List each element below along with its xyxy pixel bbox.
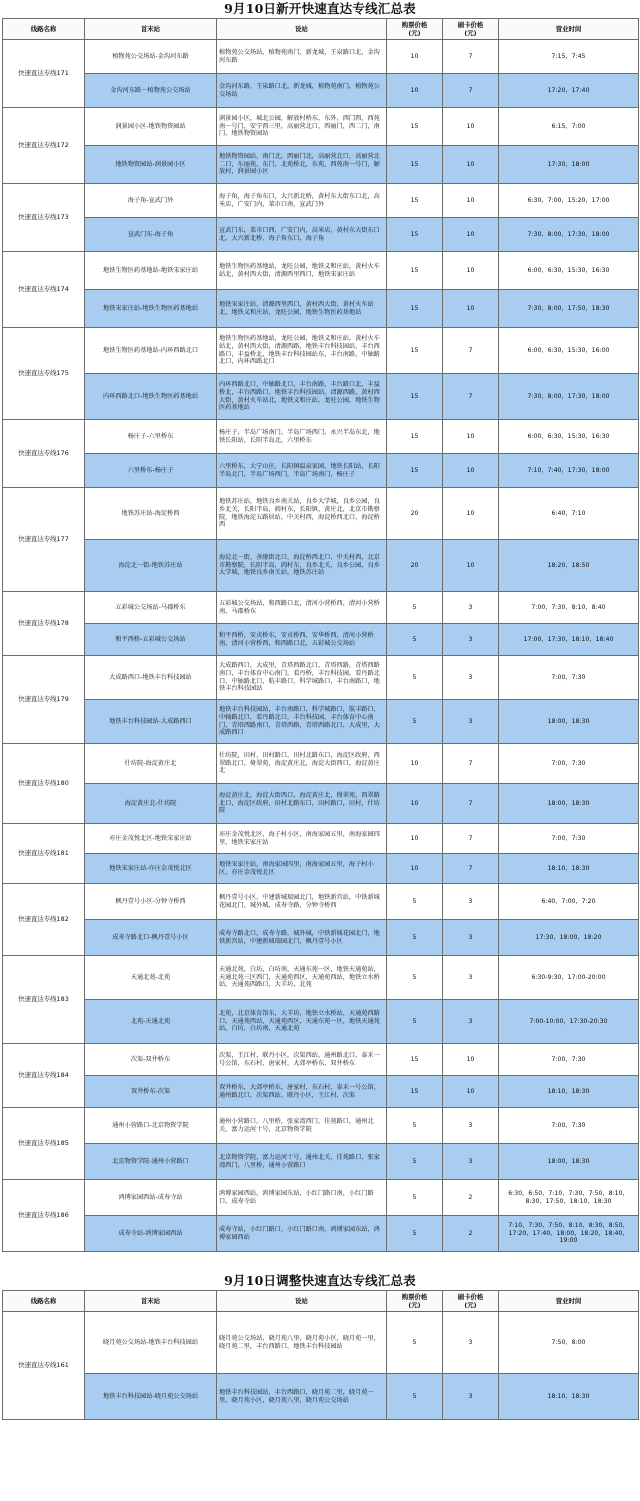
card-price-cell: 10 — [443, 108, 499, 146]
terminals-cell: 成寿寺站-鸿博家园西站 — [85, 1216, 217, 1252]
hours-cell: 18:00，18:30 — [499, 700, 639, 744]
terminals-cell: 天通北苑-北苑 — [85, 956, 217, 1000]
new-lines-table — [2, 18, 639, 1252]
card-price-cell: 3 — [443, 920, 499, 956]
card-price-cell: 3 — [443, 592, 499, 624]
header-stops: 设站 — [217, 19, 387, 40]
ticket-price-cell: 15 — [387, 420, 443, 454]
card-price-cell: 10 — [443, 1044, 499, 1076]
table-row — [3, 956, 639, 1000]
card-price-cell: 10 — [443, 218, 499, 252]
line-name: 快速直达专线172 — [3, 108, 85, 184]
table-row — [3, 744, 639, 784]
ticket-price-cell: 5 — [387, 1144, 443, 1180]
stops-cell: 宣武门东，菜市口西，广安门内，高米店，黄村东大街东口北，大兴新北桥，海子角东口，海子角 — [217, 218, 387, 252]
table-row — [3, 1374, 639, 1420]
line-name: 快速直达专线173 — [3, 184, 85, 252]
ticket-price-cell: 15 — [387, 252, 443, 290]
header-hours: 营业时间 — [499, 1291, 639, 1312]
card-price-cell: 3 — [443, 700, 499, 744]
stops-cell: 和平西桥，安贞桥东，安贞桥西，安华桥西，清河小营桥南，清河小营桥西，和西路口北，五彩城公交场站 — [217, 624, 387, 656]
table-row — [3, 592, 639, 624]
ticket-price-cell: 5 — [387, 1216, 443, 1252]
terminals-cell: 五彩城公交场站-马郡桥东 — [85, 592, 217, 624]
hours-cell: 18:20，18:50 — [499, 540, 639, 592]
stops-cell: 海淀北一街，善缘街北口，海淀桥西北口，中关村西，北京市勘察院，长阳半岛，阎村东，良乡北关，良乡公园，良乡大学城，地铁良乡南关站，地铁苏庄站 — [217, 540, 387, 592]
card-price-cell: 7 — [443, 744, 499, 784]
stops-cell: 地铁苏庄站，地铁良乡南关站，良乡大学城，良乡公园，良乡北关，长阳半岛，阎村东，长阳镇，黄庄北，北京市勘察院，地铁海淀五路居站，中关村西，海淀桥西北口，海淀桥西 — [217, 488, 387, 540]
adjusted-lines-table — [2, 1290, 639, 1420]
ticket-price-cell: 10 — [387, 824, 443, 854]
title-adjusted-lines: 9月10日调整快速直达专线汇总表 — [224, 1273, 416, 1288]
ticket-price-cell: 5 — [387, 956, 443, 1000]
card-price-cell: 7 — [443, 824, 499, 854]
terminals-cell: 晓月苑公交场站-地铁丰台科技园站 — [85, 1312, 217, 1374]
line-name: 快速直达专线177 — [3, 488, 85, 592]
line-name: 快速直达专线184 — [3, 1044, 85, 1108]
ticket-price-cell: 15 — [387, 108, 443, 146]
terminals-cell: 和平西桥-五彩城公交场站 — [85, 624, 217, 656]
terminals-cell: 什坊院-海淀黄庄北 — [85, 744, 217, 784]
line-name: 快速直达专线178 — [3, 592, 85, 656]
hours-cell: 17:30，18:00，18:20 — [499, 920, 639, 956]
table-row — [3, 824, 639, 854]
hours-cell: 7:00，7:30 — [499, 1108, 639, 1144]
terminals-cell: 海淀黄庄北-什坊院 — [85, 784, 217, 824]
table-row — [3, 374, 639, 420]
table-row — [3, 1216, 639, 1252]
card-price-cell: 7 — [443, 40, 499, 74]
table-row — [3, 1000, 639, 1044]
line-name: 快速直达专线176 — [3, 420, 85, 488]
stops-cell: 地铁丰台科技园站，丰台南路口，科学城路口，航丰路口，中轴路北口，看丹路北口，丰台科技园，丰台体育中心南门，青塔西路南口，青塔西路，青塔西路北口，大成里，大成路西口 — [217, 700, 387, 744]
table-row — [3, 108, 639, 146]
card-price-cell: 3 — [443, 1000, 499, 1044]
stops-cell: 成寿寺站，小红门路口，小红门路口南，鸿博家园东站，鸿博家园西站 — [217, 1216, 387, 1252]
header-terminals: 首末站 — [85, 19, 217, 40]
card-price-cell: 3 — [443, 884, 499, 920]
terminals-cell: 鸿博家园西站-成寿寺站 — [85, 1180, 217, 1216]
line-name: 快速直达专线175 — [3, 328, 85, 420]
stops-cell: 北苑，北京体育馆东，大羊坊，地铁立水桥站，天通苑西路口，天通苑西站，天通苑西区，天通东苑一区，地铁天通苑站，白坊，白坊南，天通北苑 — [217, 1000, 387, 1044]
ticket-price-cell: 5 — [387, 700, 443, 744]
table-row — [3, 420, 639, 454]
table-row — [3, 784, 639, 824]
stops-cell: 五彩城公交场站，和西路口北，清河小营桥西，清河小营桥南，马郡桥东 — [217, 592, 387, 624]
card-price-cell: 10 — [443, 540, 499, 592]
stops-cell: 地铁生物医药基地站，龙旺公园，地铁义和庄站，黄村火车站北，黄村西大街，清源西路，地铁丰台科技园站，丰台西路口，丰益桥北，地铁丰台科技园站东，丰台南路，中轴路北口，内环西路北口 — [217, 328, 387, 374]
stops-cell: 天通北苑，白坊，白坊南，天通东苑一区，地铁天通苑站，天通北苑三区西门，天通苑西区，天通苑西站，地铁立水桥站，天通苑西路口，大羊坊，北苑 — [217, 956, 387, 1000]
line-name: 快速直达专线183 — [3, 956, 85, 1044]
ticket-price-cell: 15 — [387, 184, 443, 218]
table-row — [3, 328, 639, 374]
terminals-cell: 亦庄金茂悦北区-地铁宋家庄站 — [85, 824, 217, 854]
hours-cell: 7:30，8:00，17:50，18:30 — [499, 290, 639, 328]
stops-cell: 杨庄子，半岛广场南门，半岛广场西门，永兴半岛东北，地铁长阳站，长阳半岛北，六里桥东 — [217, 420, 387, 454]
hours-cell: 17:30，18:00 — [499, 146, 639, 184]
ticket-price-cell: 10 — [387, 74, 443, 108]
ticket-price-cell: 15 — [387, 290, 443, 328]
card-price-cell: 7 — [443, 784, 499, 824]
table-row — [3, 218, 639, 252]
header-ticket-price: 购票价格 (元) — [387, 1291, 443, 1312]
card-price-cell: 3 — [443, 624, 499, 656]
table-row — [3, 252, 639, 290]
terminals-cell: 宣武门东-海子角 — [85, 218, 217, 252]
header-line-name: 线路名称 — [3, 19, 85, 40]
terminals-cell: 海淀北一街-地铁苏庄站 — [85, 540, 217, 592]
new-lines-header — [3, 19, 639, 40]
hours-cell: 6:00，6:30，15:30，16:30 — [499, 420, 639, 454]
ticket-price-cell: 20 — [387, 540, 443, 592]
terminals-cell: 北京物资学院-通州小营路口 — [85, 1144, 217, 1180]
hours-cell: 17:20，17:40 — [499, 74, 639, 108]
hours-cell: 18:00，18:30 — [499, 784, 639, 824]
table-row — [3, 1180, 639, 1216]
terminals-cell: 内环西路北口-地铁生物医药基地站 — [85, 374, 217, 420]
ticket-price-cell: 20 — [387, 488, 443, 540]
card-price-cell: 2 — [443, 1216, 499, 1252]
hours-cell: 6:00，6:30，15:30，16:30 — [499, 252, 639, 290]
stops-cell: 六里桥东，大宁山庄，长阳镇温泉家园，地铁长阳站，长阳半岛北门，半岛广场西门，半岛广场南门，杨庄子 — [217, 454, 387, 488]
line-name: 快速直达专线161 — [3, 1312, 85, 1420]
terminals-cell: 地铁生物医药基地站-地铁宋家庄站 — [85, 252, 217, 290]
hours-cell: 7:15，7:45 — [499, 40, 639, 74]
stops-cell: 地铁丰台科技园站，丰台西路口，晓月苑二里，晓月苑一里，晓月苑小区，晓月苑八里，晓月苑公交场站 — [217, 1374, 387, 1420]
card-price-cell: 3 — [443, 1108, 499, 1144]
card-price-cell: 7 — [443, 328, 499, 374]
stops-cell: 地铁物资园站，南门北，西丽门北，高丽营北口，高丽营北二口，东丽苑，东门，北苑桥北，东苑，西苑南一号门，解放村，润景园小区 — [217, 146, 387, 184]
stops-cell: 大成路西口，大成里，青塔西路北口，青塔西路，青塔西路南口，丰台体育中心南门，看丹桥，丰台科技园，看丹路北口，中轴路北口，航丰路口，科学城路口，丰台南路口，地铁丰台科技园站 — [217, 656, 387, 700]
ticket-price-cell: 5 — [387, 1180, 443, 1216]
table-row — [3, 920, 639, 956]
table-row — [3, 656, 639, 700]
header-hours: 营业时间 — [499, 19, 639, 40]
hours-cell: 6:40，7:00，7:20 — [499, 884, 639, 920]
table-row — [3, 624, 639, 656]
stops-cell: 海子角，海子角东口，大兴新北桥，黄村东大街东口北，高米店，广安门内，菜市口南，宣武门外 — [217, 184, 387, 218]
stops-cell: 什坊院，田村，田村路口，田村北路东口，海淀区政府，西翠路北口，倚翠苑，海淀黄庄北，海淀大街西口，海淀黄庄北 — [217, 744, 387, 784]
terminals-cell: 地铁苏庄站-海淀桥西 — [85, 488, 217, 540]
line-name: 快速直达专线179 — [3, 656, 85, 744]
ticket-price-cell: 10 — [387, 784, 443, 824]
table-row — [3, 488, 639, 540]
table-row — [3, 40, 639, 74]
header-card-price: 刷卡价格 (元) — [443, 1291, 499, 1312]
terminals-cell: 润景园小区-地铁物资园站 — [85, 108, 217, 146]
table-row — [3, 1144, 639, 1180]
card-price-cell: 10 — [443, 146, 499, 184]
adjusted-lines-header — [3, 1291, 639, 1312]
new-lines-body — [3, 40, 639, 1252]
table-row — [3, 454, 639, 488]
terminals-cell: 北苑-天通北苑 — [85, 1000, 217, 1044]
terminals-cell: 地铁宋家庄站-亦庄金茂悦北区 — [85, 854, 217, 884]
ticket-price-cell: 15 — [387, 454, 443, 488]
stops-cell: 植物苑公交场站，植物苑南门，新龙城，王泉路口北，金沟河东路 — [217, 40, 387, 74]
terminals-cell: 地铁生物医药基地站-内环西路北口 — [85, 328, 217, 374]
table-row — [3, 884, 639, 920]
card-price-cell: 10 — [443, 1076, 499, 1108]
terminals-cell: 植物苑公交场站-金沟河东路 — [85, 40, 217, 74]
ticket-price-cell: 15 — [387, 146, 443, 184]
header-line-name: 线路名称 — [3, 1291, 85, 1312]
hours-cell: 7:00，7:30，8:10，8:40 — [499, 592, 639, 624]
stops-cell: 内环西路北口，中轴路北口，丰台南路，丰台路口北，丰益桥北，丰台西路口，地铁丰台科技园站，清源西路，黄村西大街，黄村火车站北，地铁义和庄站，龙旺公园，地铁生物医药基地站 — [217, 374, 387, 420]
card-price-cell: 10 — [443, 252, 499, 290]
terminals-cell: 海子角-宣武门外 — [85, 184, 217, 218]
ticket-price-cell: 5 — [387, 592, 443, 624]
ticket-price-cell: 10 — [387, 744, 443, 784]
hours-cell: 7:00，7:30 — [499, 656, 639, 700]
card-price-cell: 7 — [443, 854, 499, 884]
terminals-cell: 地铁宋家庄站-地铁生物医药基地站 — [85, 290, 217, 328]
ticket-price-cell: 5 — [387, 1000, 443, 1044]
ticket-price-cell: 5 — [387, 656, 443, 700]
ticket-price-cell: 15 — [387, 1076, 443, 1108]
table-row — [3, 184, 639, 218]
hours-cell: 7:00，7:30 — [499, 824, 639, 854]
card-price-cell: 3 — [443, 956, 499, 1000]
table-row — [3, 146, 639, 184]
table-row — [3, 1312, 639, 1374]
table-row — [3, 290, 639, 328]
table-row — [3, 1108, 639, 1144]
line-name: 快速直达专线174 — [3, 252, 85, 328]
stops-cell: 鸿博家园西站，鸿博家园东站，小红门路口南，小红门路口，成寿寺站 — [217, 1180, 387, 1216]
line-name: 快速直达专线186 — [3, 1180, 85, 1252]
hours-cell: 17:00，17:30，18:10，18:40 — [499, 624, 639, 656]
stops-cell: 亦庄金茂悦北区，海子村小区，南海家园五里，南海家园四里，地铁宋家庄站 — [217, 824, 387, 854]
card-price-cell: 10 — [443, 290, 499, 328]
table-row — [3, 1076, 639, 1108]
stops-cell: 润景园小区，城北公园，解放村桥东，东外，西门西，西苑南一号门，安宁西三里，高丽营北口，西丽门，西二门，南门，地铁物资园站 — [217, 108, 387, 146]
terminals-cell: 通州小营路口-北京物资学院 — [85, 1108, 217, 1144]
card-price-cell: 3 — [443, 1312, 499, 1374]
ticket-price-cell: 15 — [387, 374, 443, 420]
terminals-cell: 成寿寺路北口-枫丹壹号小区 — [85, 920, 217, 956]
terminals-cell: 双井桥东-次渠 — [85, 1076, 217, 1108]
ticket-price-cell: 10 — [387, 40, 443, 74]
hours-cell: 7:50，8:00 — [499, 1312, 639, 1374]
ticket-price-cell: 5 — [387, 1374, 443, 1420]
card-price-cell: 10 — [443, 420, 499, 454]
stops-cell: 双井桥东，大郊亭桥东，唐家村，东石村，泰禾一号公馆，通州路北口，次渠西站，联丹小区，王江村，次渠 — [217, 1076, 387, 1108]
adjusted-lines-body — [3, 1312, 639, 1420]
ticket-price-cell: 5 — [387, 884, 443, 920]
table-row — [3, 1044, 639, 1076]
ticket-price-cell: 10 — [387, 854, 443, 884]
stops-cell: 地铁宋家庄站，清源西里西口，黄村西大街，黄村火车站北，地铁义和庄站，龙旺公园，地铁生物医药基地站 — [217, 290, 387, 328]
ticket-price-cell: 15 — [387, 1044, 443, 1076]
header-card-price: 刷卡价格 (元) — [443, 19, 499, 40]
stops-cell: 枫丹壹号小区，中建新城瑞园北门，地铁新宫站，中铁新城花园北门，城外城，成寿寺路，分钟寺桥西 — [217, 884, 387, 920]
ticket-price-cell: 5 — [387, 920, 443, 956]
table-row — [3, 700, 639, 744]
stops-cell: 金沟河东路，王泉路口北，新龙城，植物苑南门，植物苑公交场站 — [217, 74, 387, 108]
terminals-cell: 金沟河东路－植物苑公交场站 — [85, 74, 217, 108]
card-price-cell: 3 — [443, 1374, 499, 1420]
hours-cell: 18:10，18:30 — [499, 1076, 639, 1108]
card-price-cell: 10 — [443, 488, 499, 540]
hours-cell: 7:00，7:30 — [499, 1044, 639, 1076]
hours-cell: 6:30-9:30，17:00-20:00 — [499, 956, 639, 1000]
card-price-cell: 3 — [443, 656, 499, 700]
table-row — [3, 854, 639, 884]
table-row — [3, 540, 639, 592]
line-name: 快速直达专线185 — [3, 1108, 85, 1180]
hours-cell: 6:15，7:00 — [499, 108, 639, 146]
stops-cell: 地铁生物医药基地站，龙旺公园，地铁义和庄站，黄村火车站北，黄村西大街，清源西里西口，地铁宋家庄站 — [217, 252, 387, 290]
title-new-lines: 9月10日新开快速直达专线汇总表 — [224, 1, 416, 16]
stops-cell: 北京物资学院，富力运河十号，通州北关，佳苑路口，张家湾西门，八里桥，通州小营路口 — [217, 1144, 387, 1180]
terminals-cell: 次渠-双井桥东 — [85, 1044, 217, 1076]
terminals-cell: 大成路西口-地铁丰台科技园站 — [85, 656, 217, 700]
line-name: 快速直达专线181 — [3, 824, 85, 884]
stops-cell: 成寿寺路北口，成寿寺路，城外城，中铁新城花园北门，地铁新宫站，中建新城瑞园北门，枫丹壹号小区 — [217, 920, 387, 956]
terminals-cell: 地铁丰台科技园站-晓月苑公交场站 — [85, 1374, 217, 1420]
ticket-price-cell: 5 — [387, 1312, 443, 1374]
ticket-price-cell: 5 — [387, 624, 443, 656]
terminals-cell: 枫丹壹号小区-分钟寺桥西 — [85, 884, 217, 920]
hours-cell: 6:00，6:30，15:30，16:00 — [499, 328, 639, 374]
stops-cell: 通州小营路口，八里桥，张家湾西门，佳苑路口，通州北关，富力运河十号，北京物资学院 — [217, 1108, 387, 1144]
hours-cell: 18:10，18:30 — [499, 1374, 639, 1420]
stops-cell: 次渠，王江村，联丹小区，次渠西站，通州路北口，泰禾一号公馆，东石村，唐家村，大郊亭桥东，双井桥东 — [217, 1044, 387, 1076]
stops-cell: 地铁宋家庄站，南海家园四里，南海家园五里，海子村小区，亦庄金茂悦北区 — [217, 854, 387, 884]
card-price-cell: 10 — [443, 454, 499, 488]
hours-cell: 7:00，7:30 — [499, 744, 639, 784]
card-price-cell: 10 — [443, 184, 499, 218]
card-price-cell: 3 — [443, 1144, 499, 1180]
hours-cell: 18:10，18:30 — [499, 854, 639, 884]
hours-cell: 7:10，7:40，17:30，18:00 — [499, 454, 639, 488]
card-price-cell: 7 — [443, 374, 499, 420]
terminals-cell: 地铁丰台科技园站-大成路西口 — [85, 700, 217, 744]
terminals-cell: 六里桥东-杨庄子 — [85, 454, 217, 488]
section-gap — [0, 1252, 640, 1272]
line-name: 快速直达专线180 — [3, 744, 85, 824]
ticket-price-cell: 15 — [387, 328, 443, 374]
line-name: 快速直达专线171 — [3, 40, 85, 108]
stops-cell: 海淀黄庄北，海淀大街西口，海淀黄庄北，倚翠苑，西翠路北口，海淀区政府，田村北路东口，田村路口，田村，什坊院 — [217, 784, 387, 824]
header-stops: 设站 — [217, 1291, 387, 1312]
header-terminals: 首末站 — [85, 1291, 217, 1312]
table-row — [3, 74, 639, 108]
hours-cell: 6:30，7:00，15:20，17:00 — [499, 184, 639, 218]
hours-cell: 7:00-10:00，17:30-20:30 — [499, 1000, 639, 1044]
hours-cell: 18:00，18:30 — [499, 1144, 639, 1180]
terminals-cell: 杨庄子-六里桥东 — [85, 420, 217, 454]
stops-cell: 晓月苑公交场站，晓月苑八里，晓月苑小区，晓月苑一里，晓月苑二里，丰台西路口，地铁丰台科技园站 — [217, 1312, 387, 1374]
hours-cell: 7:10，7:30，7:50，8:10，8:30，8:50，17:20，17:40，18:00，18:20，18:40，19:00 — [499, 1216, 639, 1252]
hours-cell: 7:30，8:00，17:30，18:00 — [499, 374, 639, 420]
header-ticket-price: 购票价格 (元) — [387, 19, 443, 40]
hours-cell: 7:30，8:00，17:30，18:00 — [499, 218, 639, 252]
hours-cell: 6:30，6:50，7:10，7:30，7:50，8:10，8:30，17:50，18:10，18:30 — [499, 1180, 639, 1216]
terminals-cell: 地铁物资园站-润景园小区 — [85, 146, 217, 184]
card-price-cell: 7 — [443, 74, 499, 108]
line-name: 快速直达专线182 — [3, 884, 85, 956]
ticket-price-cell: 15 — [387, 218, 443, 252]
card-price-cell: 2 — [443, 1180, 499, 1216]
ticket-price-cell: 5 — [387, 1108, 443, 1144]
hours-cell: 6:40，7:10 — [499, 488, 639, 540]
